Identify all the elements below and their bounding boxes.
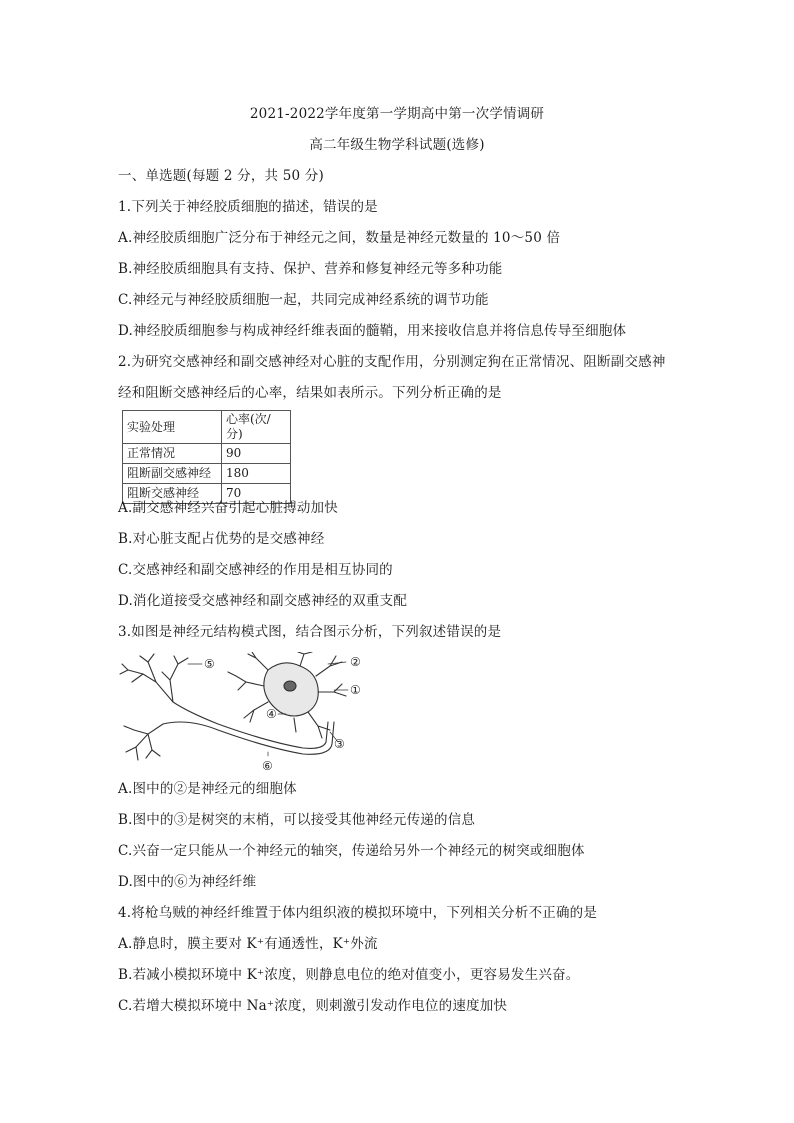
label-circled-5: ⑤ bbox=[204, 657, 215, 671]
q3-option-d: D.图中的⑥为神经纤维 bbox=[118, 874, 257, 890]
section-heading: 一、单选题(每题 2 分，共 50 分) bbox=[118, 168, 324, 184]
heart-rate-table bbox=[122, 410, 291, 504]
q1-option-a: A.神经胶质细胞广泛分布于神经元之间，数量是神经元数量的 10～50 倍 bbox=[118, 230, 561, 246]
neuron-diagram bbox=[118, 652, 368, 774]
q4-option-b: B.若减小模拟环境中 K⁺浓度，则静息电位的绝对值变小，更容易发生兴奋。 bbox=[118, 967, 580, 983]
table-cell: 70 bbox=[222, 484, 291, 504]
q2-stem-line2: 经和阻断交感神经后的心率，结果如表所示。下列分析正确的是 bbox=[118, 385, 502, 401]
q2-option-a: A.副交感神经兴奋引起心脏搏动加快 bbox=[118, 500, 338, 516]
table-header-cell: 实验处理 bbox=[123, 411, 222, 444]
exam-subtitle: 高二年级生物学科试题(选修) bbox=[309, 137, 485, 153]
q1-option-d: D.神经胶质细胞参与构成神经纤维表面的髓鞘，用来接收信息并将信息传导至细胞体 bbox=[118, 323, 627, 339]
q4-option-c: C.若增大模拟环境中 Na⁺浓度，则刺激引发动作电位的速度加快 bbox=[118, 998, 508, 1014]
exam-title: 2021-2022学年度第一学期高中第一次学情调研 bbox=[249, 106, 545, 122]
table-row bbox=[123, 444, 291, 464]
q2-option-b: B.对心脏支配占优势的是交感神经 bbox=[118, 531, 325, 547]
label-circled-6: ⑥ bbox=[262, 759, 273, 773]
q1-option-c: C.神经元与神经胶质细胞一起，共同完成神经系统的调节功能 bbox=[118, 292, 489, 308]
label-circled-4: ④ bbox=[266, 707, 277, 721]
q3-option-b: B.图中的③是树突的末梢，可以接受其他神经元传递的信息 bbox=[118, 812, 476, 828]
label-circled-2: ② bbox=[350, 655, 361, 669]
q2-option-c: C.交感神经和副交感神经的作用是相互协同的 bbox=[118, 562, 393, 578]
label-circled-3: ③ bbox=[334, 737, 345, 751]
q3-option-c: C.兴奋一定只能从一个神经元的轴突，传递给另外一个神经元的树突或细胞体 bbox=[118, 843, 585, 859]
q1-stem: 1.下列关于神经胶质细胞的描述，错误的是 bbox=[118, 199, 378, 215]
table-row bbox=[123, 464, 291, 484]
q2-stem-line1: 2.为研究交感神经和副交感神经对心脏的支配作用，分别测定狗在正常情况、阻断副交感神 bbox=[118, 354, 666, 370]
table-cell: 阻断副交感神经 bbox=[123, 464, 222, 484]
q3-stem: 3.如图是神经元结构模式图，结合图示分析，下列叙述错误的是 bbox=[118, 624, 502, 640]
label-circled-1: ① bbox=[350, 683, 361, 697]
q3-option-a: A.图中的②是神经元的细胞体 bbox=[118, 781, 297, 797]
table-cell: 90 bbox=[222, 444, 291, 464]
table-header-row bbox=[123, 411, 291, 444]
table-cell: 阻断交感神经 bbox=[123, 484, 222, 504]
q2-option-d: D.消化道接受交感神经和副交感神经的双重支配 bbox=[118, 593, 408, 609]
table-header-cell: 心率(次/分) bbox=[222, 411, 291, 444]
q4-option-a: A.静息时，膜主要对 K⁺有通透性，K⁺外流 bbox=[118, 936, 378, 952]
q1-option-b: B.神经胶质细胞具有支持、保护、营养和修复神经元等多种功能 bbox=[118, 261, 503, 277]
table-cell: 180 bbox=[222, 464, 291, 484]
q4-stem: 4.将枪乌贼的神经纤维置于体内组织液的模拟环境中，下列相关分析不正确的是 bbox=[118, 905, 598, 921]
table-cell: 正常情况 bbox=[123, 444, 222, 464]
